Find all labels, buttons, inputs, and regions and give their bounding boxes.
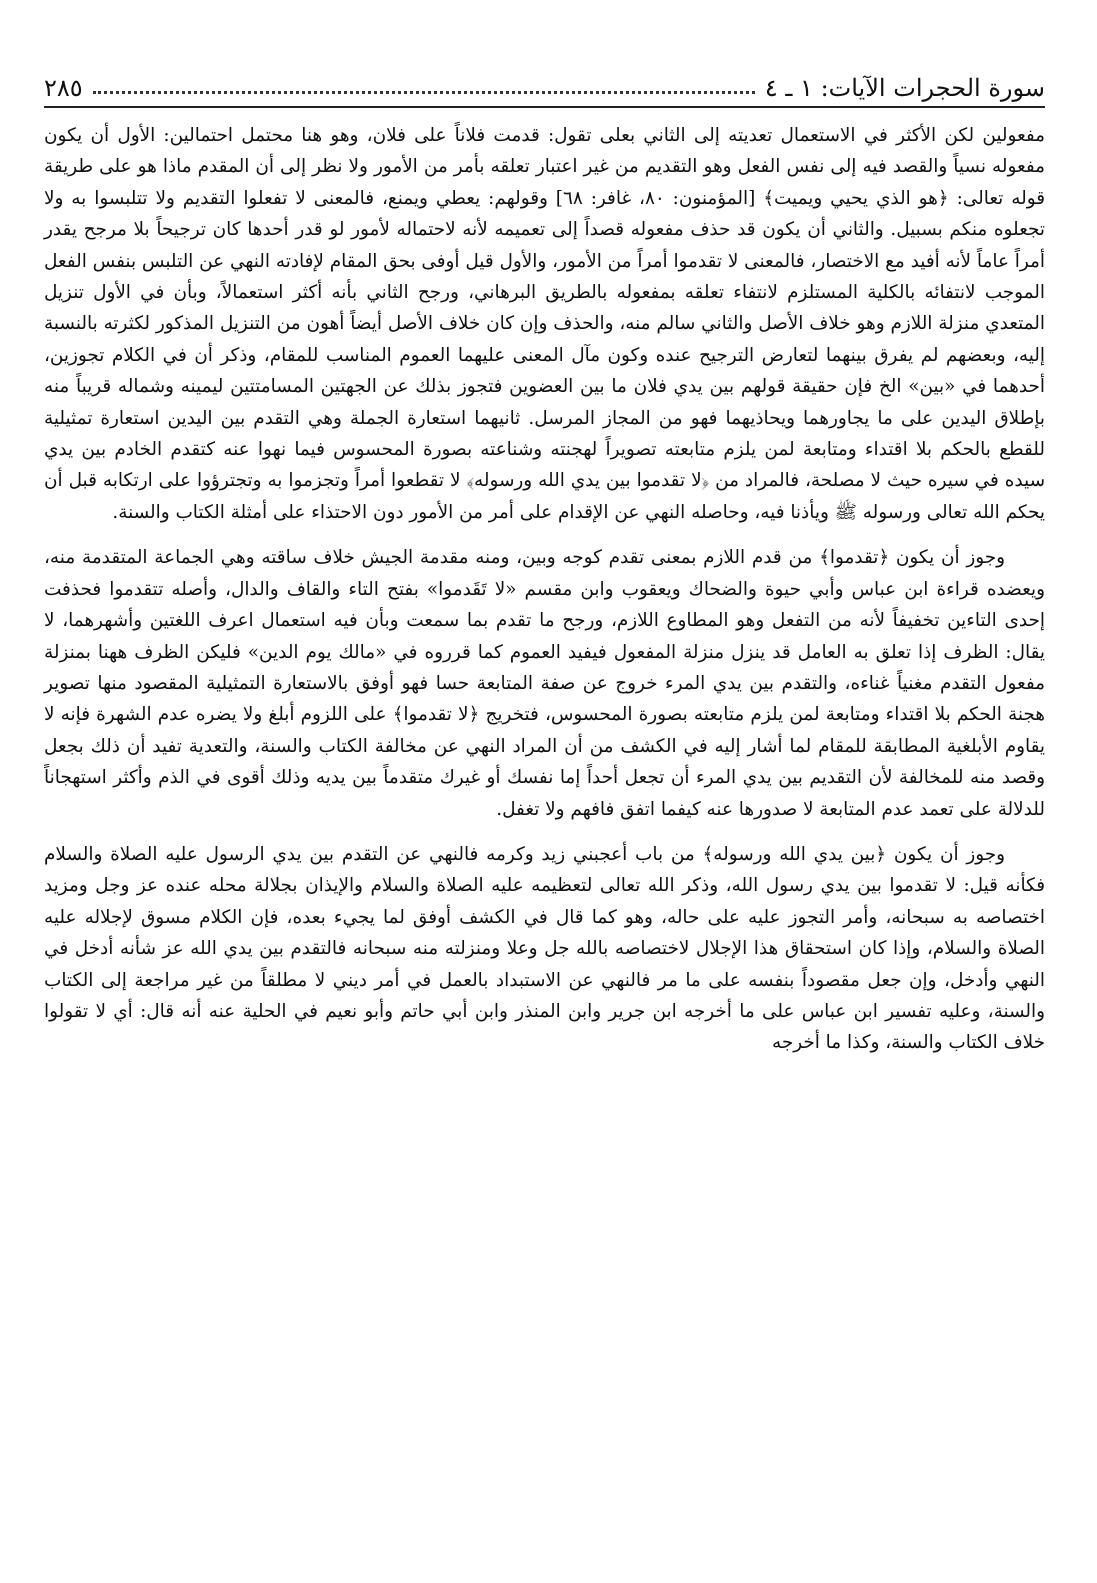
header-title: سورة الحجرات الآيات: ١ ـ ٤ xyxy=(764,74,1045,102)
paragraph-2: وجوز أن يكون ﴿تقدموا﴾ من قدم اللازم بمعنى تقدم كوجه وبين، ومنه مقدمة الجيش خلاف ساقته وهي الجماعة المتقدمة منه، ويعضده قراءة ابن عباس وأبي حيوة والضحاك ويعقوب وابن مقسم «لا تَقَدموا» بفتح التاء والقاف والدال، وأصله تتقدموا فحذفت إحدى التاءين تخفيفاً لأنه من التفعل وهو المطاوع اللازم، ورجح ما تقدم بما سمعت وبأن فيه استعمال اعرف اللغتين وأشهرهما، لا يقال: الظرف إذا تعلق به العامل قد ينزل منزلة المفعول فيفيد العموم كما قرروه في «مالك يوم الدين» فليكن الظرف ههنا بمنزلة مفعول التقدم مغنياً غناءه، والتقدم بين يدي المرء خروج عن صفة المتابعة حسا فهو أوفق بالاستعارة التمثيلية المقصود منها تصوير هجنة الحكم بلا اقتداء ومتابعة لمن يلزم متابعته بصورة المحسوس، فتخريج ﴿لا تقدموا﴾ على اللزوم أبلغ ولا يضره عدم الشهرة فإنه لا يقاوم الأبلغية المطابقة للمقام لما أشار إليه في الكشف من أن المراد النهي عن مخالفة الكتاب والسنة، والتعدية تفيد أن ذلك بجعل وقصد منه للمخالفة لأن التقديم بين يدي المرء أن تجعل أحداً إما نفسك أو غيرك متقدماً بين يديه وذلك أقوى في الذم وأكثر استهجاناً للدلالة على تعمد عدم المتابعة لا صدورها عنه كيفما اتفق فافهم ولا تغفل. xyxy=(44,547,1045,820)
page-number: ٢٨٥ xyxy=(44,74,83,102)
header-dot-leader xyxy=(93,91,755,94)
running-header xyxy=(44,62,1045,108)
document-page xyxy=(44,62,1045,1563)
paragraph-3: وجوز أن يكون ﴿بين يدي الله ورسوله﴾ من باب أعجبني زيد وكرمه فالنهي عن التقدم بين يدي الرسول عليه الصلاة والسلام فكأنه قيل: لا تقدموا بين يدي رسول الله، وذكر الله تعالى لتعظيمه عليه الصلاة والسلام والإيذان بجلالة محله عنده عز وجل ومزيد اختصاصه به سبحانه، وأمر التجوز عليه على حاله، وهو كما قال في الكشف أوفق لما يجيء بعده، فإن الكلام مسوق لإجلاله عليه الصلاة والسلام، وإذا كان استحقاق هذا الإجلال لاختصاصه بالله جل وعلا ومنزلته منه سبحانه فالتقدم بين يدي الله عز شأنه أدخل في النهي وأدخل، وإن جعل مقصوداً بنفسه على ما مر فالنهي عن الاستبداد بالعمل في أمر ديني لا مطلقاً من غير مراجعة إلى الكتاب والسنة، وعليه تفسير ابن عباس على ما أخرجه ابن جرير وابن المنذر وابن أبي حاتم وأبو نعيم في الحلية عنه أنه قال: أي لا تقولوا خلاف الكتاب والسنة، وكذا ما أخرجه xyxy=(44,843,1045,1054)
paragraph-1: مفعولين لكن الأكثر في الاستعمال تعديته إلى الثاني بعلى تقول: قدمت فلاناً على فلان، وهو هنا محتمل احتمالين: الأول أن يكون مفعوله نسياً والقصد فيه إلى نفس الفعل وهو التقديم من غير اعتبار تعلقه بأمر من الأمور ولا نظر إلى أن المقدم ماذا هو على طريقة قوله تعالى: ﴿هو الذي يحيي ويميت﴾ [المؤمنون: ٨٠، غافر: ٦٨] وقولهم: يعطي ويمنع، فالمعنى لا تفعلوا التقديم ولا تتلبسوا به ولا تجعلوه منكم بسبيل. والثاني أن يكون قد حذف مفعوله قصداً إلى تعميمه لأنه لاحتماله لأمور لو قدر أحدها كان ترجيحاً بلا مرجح يقدر أمراً عاماً لأنه أفيد مع الاختصار، فالمعنى لا تقدموا أمراً من الأمور، والأول قيل أوفى بحق المقام لإفادته النهي عن التلبس بنفس الفعل الموجب لانتفائه بالكلية المستلزم لانتفاء تعلقه بمفعوله بالطريق البرهاني، ورجح الثاني بأنه أكثر استعمالاً، وبأن في الأول تنزيل المتعدي منزلة اللازم وهو خلاف الأصل والثاني سالم منه، والحذف وإن كان خلاف الأصل أيضاً أهون من التنزيل المذكور لكثرته بالنسبة إليه، وبعضهم لم يفرق بينهما لتعارض الترجيح عنده وكون مآل المعنى عليهما العموم المناسب للمقام، وذكر أن في الكلام تجوزين، أحدهما في «بين» الخ فإن حقيقة قولهم بين يدي فلان ما بين العضوين فتجوز بذلك عن الجهتين المسامتتين ليمينه وشماله قريباً منه بإطلاق اليدين على ما يجاورهما ويحاذيهما فهو من المجاز المرسل. ثانيهما استعارة الجملة وهي التقدم بين اليدين استعارة تمثيلية للقطع بالحكم بلا اقتداء ومتابعة لمن يلزم متابعته تصويراً لهجنته وشناعته بصورة المحسوس فيما نهوا عنه كتقدم الخادم بين يدي سيده في سيره حيث لا مصلحة، فالمراد من ﴿لا تقدموا بين يدي الله ورسوله﴾ لا تقطعوا أمراً وتجزموا به وتجترؤوا على ارتكابه قبل أن يحكم الله تعالى ورسوله ﷺ ويأذنا فيه، وحاصله النهي عن الإقدام على أمر من الأمور دون الاحتذاء على أمثلة الكتاب والسنة. xyxy=(44,125,1045,523)
body-text xyxy=(44,120,1045,1059)
